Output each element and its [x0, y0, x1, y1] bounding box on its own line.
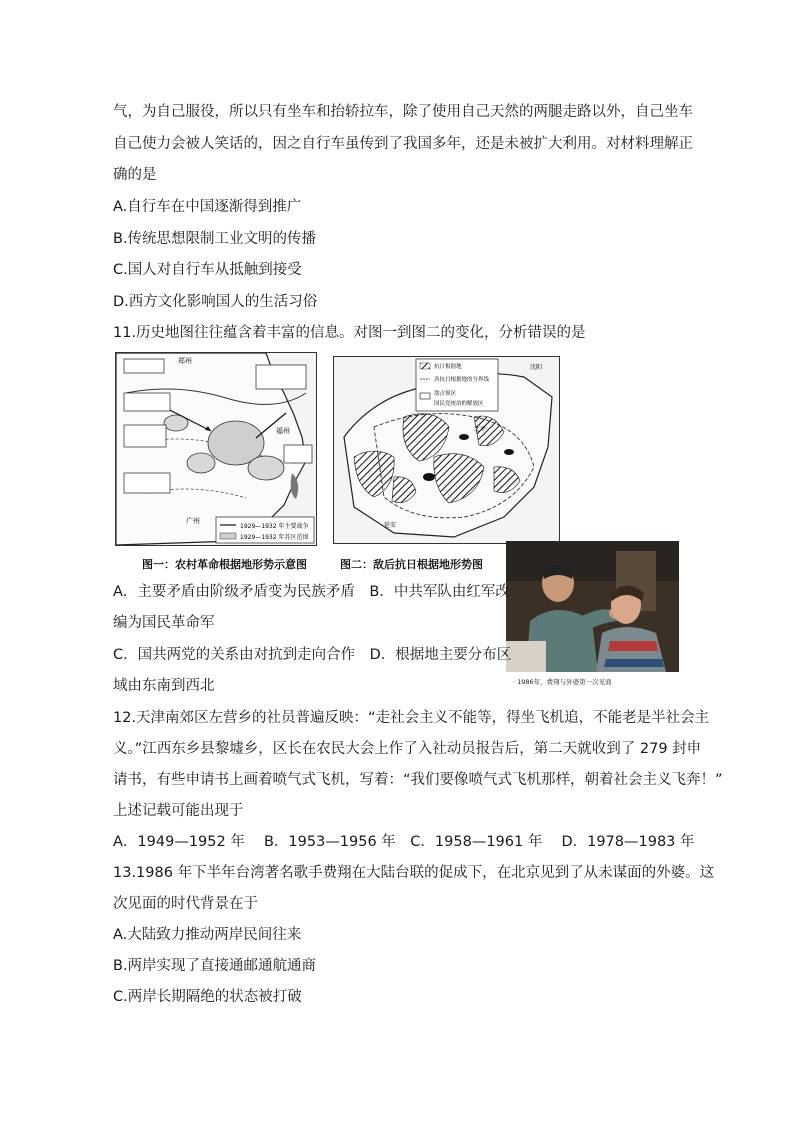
q12-line-1: 12.天津南郊区左营乡的社员普遍反映：“走社会主义不能等，得坐飞机追，不能老是半社会主 — [113, 710, 710, 726]
q13-line-2: 次见面的时代背景在于 — [113, 896, 258, 912]
passage-line-3: 确的是 — [113, 167, 157, 183]
figure-1-map — [115, 352, 317, 546]
fei-xiang-photo — [506, 541, 679, 672]
figure-1-caption: 图一：农村革命根据地形势示意图 — [142, 558, 307, 571]
figure-2-caption: 图二：敌后抗日根据地形势图 — [340, 558, 483, 571]
passage-line-1: 气，为自己服役，所以只有坐车和抬轿拉车，除了使用自己天然的两腿走路以外，自己坐车 — [113, 104, 693, 120]
photo-caption: · 1986年，费翔与外婆第一次见面 — [513, 678, 612, 686]
q13-option-b: B.两岸实现了直接通邮通航通商 — [113, 958, 317, 974]
q10-option-b: B.传统思想限制工业文明的传播 — [113, 231, 317, 247]
figure-1-label-guangzhou: 广州 — [186, 517, 200, 525]
q12-line-4: 上述记载可能出现于 — [113, 803, 244, 819]
q11-options-line-2: 编为国民革命军 — [113, 615, 215, 631]
q10-option-c: C.国人对自行车从抵触到接受 — [113, 262, 302, 278]
photo-graphic — [506, 541, 679, 672]
figure-2-legend-boundary: 各抗日根据地的分界线 — [434, 377, 490, 383]
q12-line-3: 请书，有些申请书上画着喷气式飞机，写着：“我们要像喷气式飞机那样，朝着社会主义飞奔！” — [113, 772, 723, 788]
figure-2-label-beiping: 北平 — [474, 426, 487, 433]
figure-2-map-graphic — [334, 357, 559, 543]
q11-options-line-3: C．国共两党的关系由对抗到走向合作 D．根据地主要分布区 — [113, 647, 512, 663]
figure-1-legend-soviet: 1929—1932 年苏区范围 — [240, 534, 309, 541]
q12-line-2: 义。”江西东乡县黎墟乡，区长在农民大会上作了入社动员报告后，第二天就收到了 279 封申 — [113, 741, 702, 757]
passage-line-2: 自己使力会被人笑话的，因之自行车虽传到了我国多年，还是未被扩大利用。对材料理解正 — [113, 136, 693, 152]
q13-option-a: A.大陆致力推动两岸民间往来 — [113, 927, 302, 943]
q13-line-1: 13.1986 年下半年台湾著名歌手费翔在大陆台联的促成下，在北京见到了从未谋面的外婆。这 — [113, 865, 715, 881]
figure-1-legend-war: 1929—1932 年主要战争 — [240, 523, 309, 530]
q11-options-line-1: A．主要矛盾由阶级矛盾变为民族矛盾 B．中共军队由红军改 — [113, 584, 510, 600]
photo-caption-text: 1986年，费翔与外婆第一次见面 — [517, 678, 612, 686]
q11-stem: 11.历史地图往往蕴含着丰富的信息。对图一到图二的变化，分析错误的是 — [113, 325, 586, 341]
figure-2-legend-liberated: 国民党统治的解放区 — [434, 401, 484, 407]
q11-options-line-4: 域由东南到西北 — [113, 678, 215, 694]
figure-1-label-zhengzhou: 郑州 — [178, 357, 192, 365]
q10-option-a: A.自行车在中国逐渐得到推广 — [113, 199, 302, 215]
q13-option-c: C.两岸长期隔绝的状态被打破 — [113, 989, 302, 1005]
figure-2-map — [333, 356, 560, 544]
figure-2-legend-base: 抗日根据地 — [434, 364, 462, 370]
figure-1-label-fuzhou: 福州 — [276, 427, 290, 435]
q10-option-d: D.西方文化影响国人的生活习俗 — [113, 294, 318, 310]
figure-2-label-yanan: 延安 — [384, 522, 397, 529]
figure-2-legend-occupied: 敌占领区 — [434, 391, 457, 397]
q12-options: A．1949—1952 年 B．1953—1956 年 C．1958—1961 年 D．1978—1983 年 — [113, 834, 695, 850]
figure-2-label-shenyang: 沈阳 — [530, 364, 543, 371]
figure-1-map-graphic — [116, 353, 316, 545]
